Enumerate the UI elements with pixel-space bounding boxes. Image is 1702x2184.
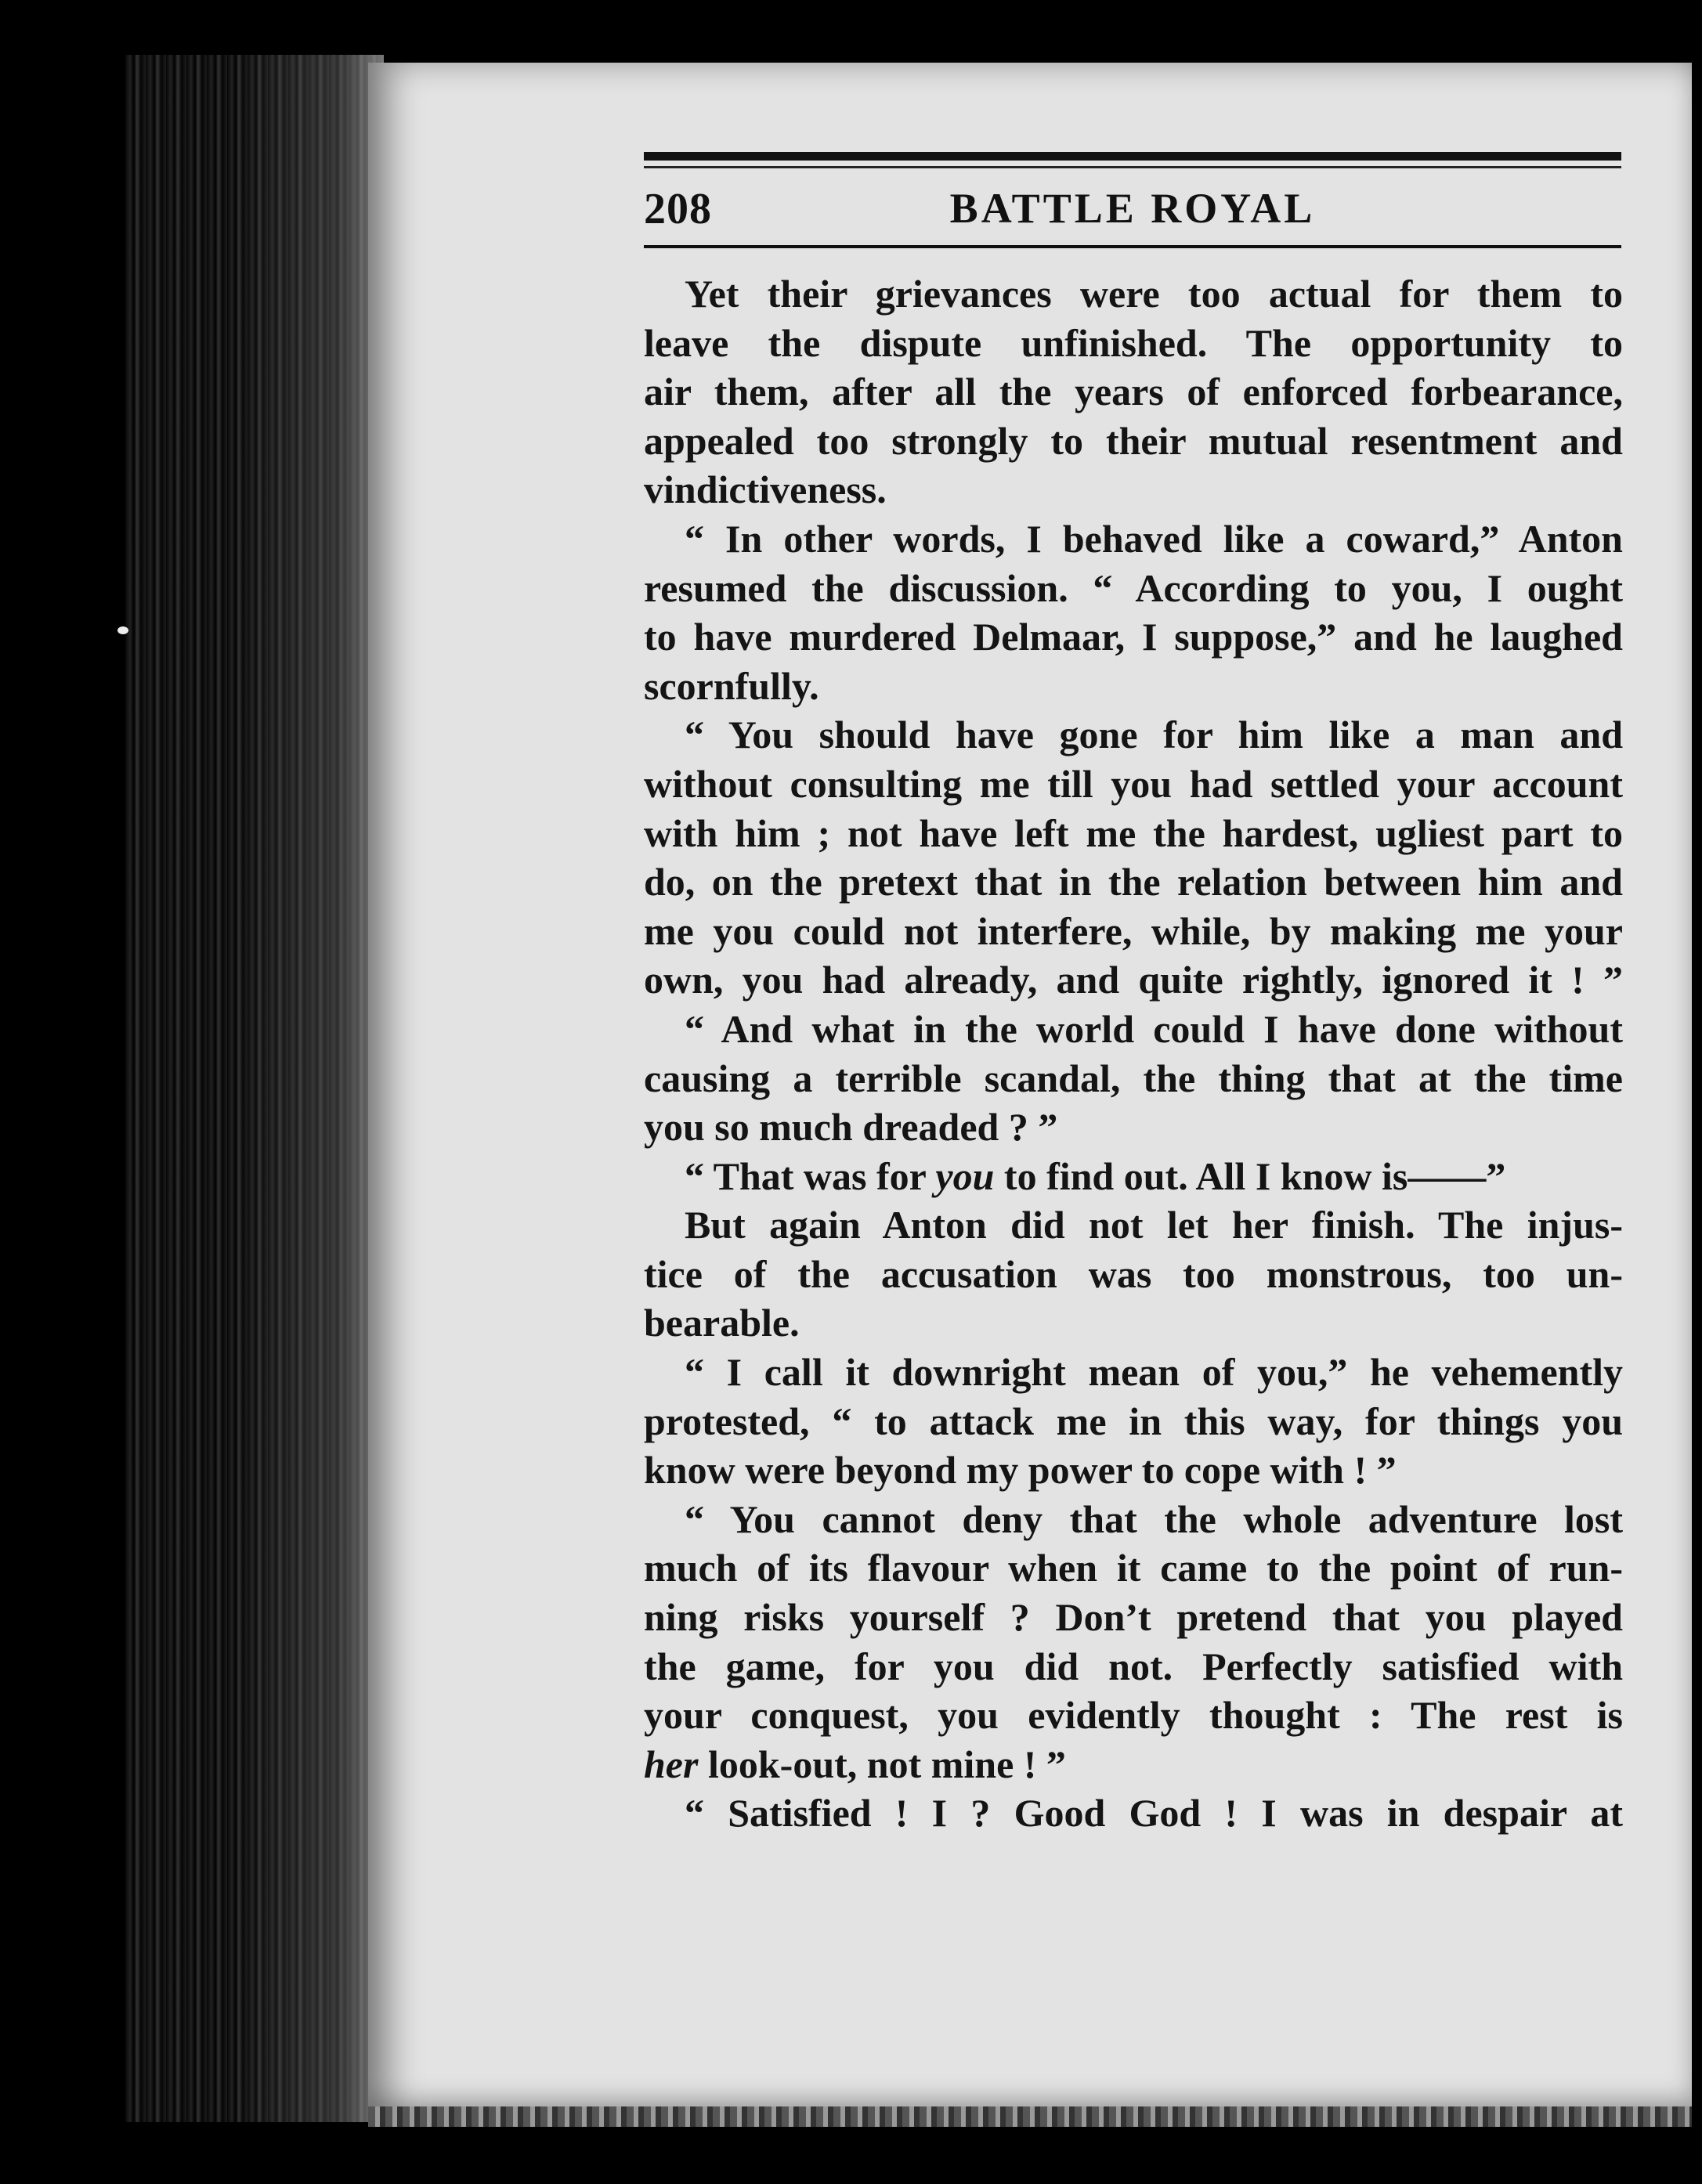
text-line: own, you had already, and quite rightly, ignored it ! ”	[644, 958, 1623, 1002]
text-line: resumed the discussion. “ According to you, I ought	[644, 565, 1623, 610]
text-line: know were beyond my power to cope with ! ”	[644, 1448, 1397, 1493]
text-line: the game, for you did not. Perfectly satisfied with	[644, 1644, 1623, 1688]
body-text	[644, 269, 1623, 1838]
text-line: “ You cannot deny that the whole adventure lost	[685, 1496, 1623, 1541]
header-underline	[644, 245, 1621, 248]
text-line: your conquest, you evidently thought : The rest is	[644, 1693, 1623, 1738]
text-line: “ In other words, I behaved like a coward,” Anton	[685, 516, 1623, 561]
text-line: “ And what in the world could I have done without	[685, 1006, 1623, 1051]
text-line: with him ; not have left me the hardest, ugliest part to	[644, 810, 1623, 855]
text-line: scornfully.	[644, 663, 819, 708]
text-line: leave the dispute unfinished. The opportunity to	[644, 320, 1623, 365]
running-head	[644, 184, 1621, 239]
text-line: ning risks yourself ? Don’t pretend that you played	[644, 1595, 1623, 1640]
text-line: you so much dreaded ? ”	[644, 1105, 1058, 1150]
text-line: causing a terrible scandal, the thing that at the time	[644, 1056, 1623, 1100]
header-rule-thick	[644, 152, 1621, 161]
text-line: do, on the pretext that in the relation between him and	[644, 860, 1623, 904]
text-line: “ I call it downright mean of you,” he vehemently	[685, 1350, 1623, 1395]
text-line: But again Anton did not let her finish. The injus-	[685, 1203, 1623, 1247]
text-line: her look-out, not mine ! ”	[644, 1742, 1066, 1786]
page-edge-shading	[235, 55, 384, 2122]
dust-speck	[117, 626, 128, 634]
text-line: me you could not interfere, while, by making me your	[644, 908, 1623, 953]
text-line: much of its flavour when it came to the point of run-	[644, 1546, 1623, 1590]
text-line: protested, “ to attack me in this way, for things you	[644, 1399, 1623, 1443]
text-line: air them, after all the years of enforced forbearance,	[644, 370, 1623, 414]
header-rule-thin	[644, 166, 1621, 168]
text-line: Yet their grievances were too actual for them to	[685, 272, 1623, 316]
text-line: to have murdered Delmaar, I suppose,” and he laughed	[644, 615, 1623, 659]
text-line: “ Satisfied ! I ? Good God ! I was in despair at	[685, 1791, 1623, 1836]
text-line: without consulting me till you had settled your account	[644, 761, 1623, 806]
page-bottom-edge	[368, 2106, 1692, 2127]
book-title: BATTLE ROYAL	[949, 185, 1316, 232]
page-number: 208	[644, 185, 712, 233]
text-line: “ That was for you to find out. All I know is——”	[685, 1153, 1506, 1198]
text-line: bearable.	[644, 1301, 800, 1345]
text-line: appealed too strongly to their mutual resentment and	[644, 418, 1623, 463]
text-line: vindictiveness.	[644, 467, 887, 512]
text-line: tice of the accusation was too monstrous, too un-	[644, 1251, 1623, 1296]
text-line: “ You should have gone for him like a man and	[685, 713, 1623, 757]
